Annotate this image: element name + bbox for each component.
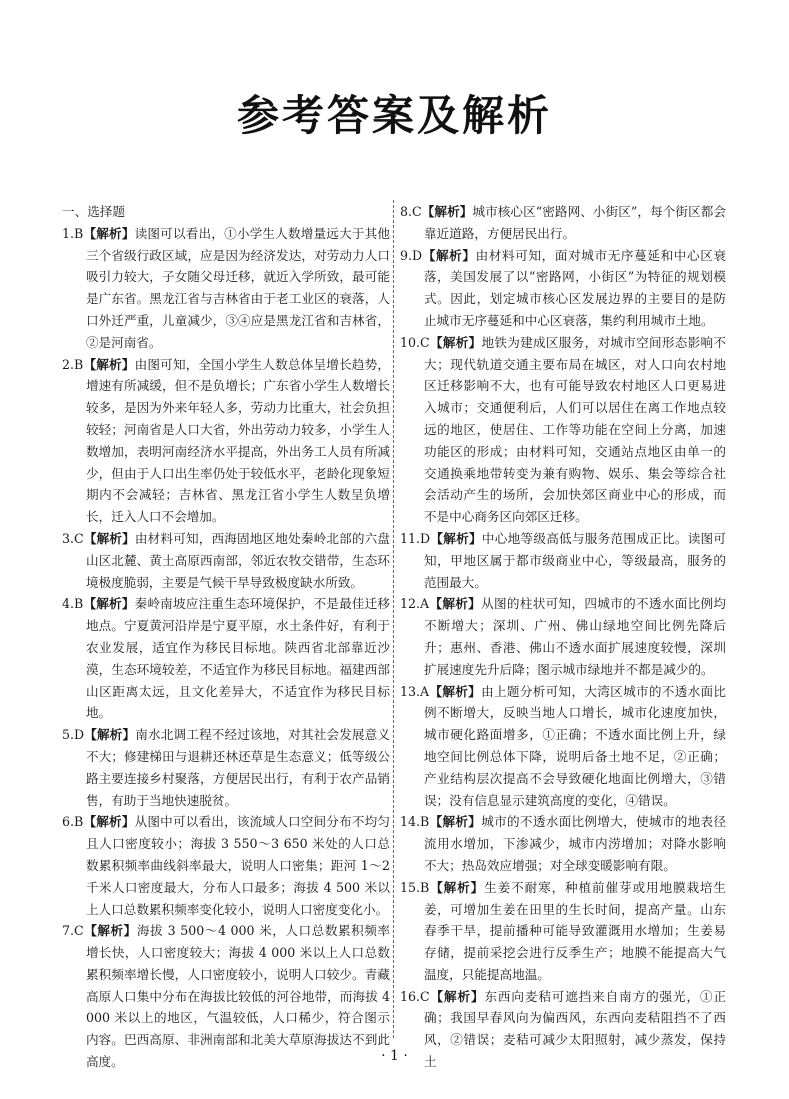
question-number: 12. (400, 596, 421, 612)
analysis-text: 从图中可以看出，该流域人口空间分布不均匀且人口密度较小；海拔 3 550～3 650 米处的人口总数累积频率曲线斜率最大，说明人口密集；距河 1～2 千米人口密度最大，分布人口最多；海拔 4 500 米以上人口总数累积频率变化较小，说明人口密度变化小。 (85, 814, 391, 917)
question-answer: B (74, 356, 84, 372)
question-answer: D (420, 530, 431, 546)
left-column (62, 201, 390, 1073)
analysis-text: 城市核心区“密路网、小街区”，每个街区都会靠近道路，方便居民出行。 (423, 204, 726, 241)
question-number: 1. (62, 225, 75, 241)
analysis-text: 读图可以看出，①小学生人数增量远大于其他三个省级行政区域，应是因为经济发达，对劳动力人口吸引力较大，子女随父母迁移，就近入学所致，最可能是广东省。黑龙江省与吉林省由于老工业区的衰落，人口外迁严重，儿童减少，③④应是黑龙江省和吉林省，②是河南省。 (85, 225, 391, 350)
analysis-text: 从图的柱状可知，四城市的不透水面比例均不断增大；深圳、广州、佛山绿地空间比例先降后升；惠州、香港、佛山不透水面扩展速度较慢，深圳扩展速度先升后降；图示城市绿地并不都是减少的。 (423, 596, 727, 677)
question-8 (400, 201, 726, 245)
analysis-tag: 【解析】 (429, 988, 485, 1004)
question-9 (400, 245, 726, 332)
analysis-tag: 【解析】 (429, 596, 482, 612)
section-label: 一、选择题 (62, 204, 125, 219)
question-answer: B (420, 879, 430, 895)
page-number: · 1 · (381, 1048, 408, 1064)
question-answer: C (412, 204, 422, 219)
analysis-text: 由图可知，全国小学生人数总体呈增长趋势，增速有所减缓，但不是负增长；广东省小学生人数增长较多，是因为外来年轻人多，劳动力比重大，社会负担较轻；河南省是人口大省，外出劳动力较多，小学生人数增加，表明河南经济水平提高，外出务工人员有所减少，但由于人口出生率仍处于较低水平，老龄化现象短期内不会减轻；吉林省、黑龙江省小学生人数呈负增长，迁入人口不会增加。 (85, 356, 391, 525)
question-answer: C (420, 988, 430, 1004)
analysis-text: 南水北调工程不经过该地，对其社会发展意义不大；修建梯田与退耕还林还草是生态意义；低等级公路主要连接乡村聚落，方便居民出行，有利于农产品销售，有助于当地快速脱贫。 (85, 727, 391, 808)
question-answer: A (420, 683, 430, 699)
question-10 (400, 332, 726, 528)
analysis-tag: 【解析】 (421, 204, 473, 219)
question-11 (400, 528, 726, 593)
question-answer: C (74, 530, 84, 546)
analysis-text: 海拔 3 500～4 000 米，人口总数累积频率增长快，人口密度较大；海拔 4 000 米以上人口总数累积频率增长慢，人口密度较小，说明人口较少。青藏高原人口集中分布在海拔比较低的河谷地带，而海拔 4 000 米以上的地区，气温较低，人口稀少，符合图示内容。巴西高原、非洲南部和北美大草原海拔达不到此高度。 (85, 923, 391, 1070)
question-3 (62, 528, 390, 593)
question-number: 2. (62, 356, 75, 372)
right-column (400, 201, 726, 1073)
column-divider (393, 200, 394, 1038)
analysis-text: 东西向麦秸可遮挡来自南方的强光，①正确；我国早春风向为偏西风，东西向麦秸阻挡不了西风，②错误；麦秸可减少太阳照射，减少蒸发，保持土 (423, 988, 727, 1070)
question-answer: B (420, 814, 430, 830)
analysis-tag: 【解析】 (83, 225, 135, 241)
question-number: 15. (400, 879, 421, 895)
question-answer: A (420, 596, 430, 612)
analysis-tag: 【解析】 (429, 879, 485, 895)
analysis-tag: 【解析】 (84, 727, 136, 743)
question-2 (62, 354, 390, 528)
question-answer: B (74, 814, 84, 830)
analysis-tag: 【解析】 (83, 596, 135, 612)
question-answer: D (74, 727, 85, 743)
question-answer: D (412, 247, 423, 263)
analysis-text: 生姜不耐寒，种植前催芽或用地膜栽培生姜，可增加生姜在田里的生长时间，提高产量。山东春季干旱，提前播种可能导致灌溉用水增加；生姜易存储，提前采挖会进行反季生产；地膜不能提高大气温度，只能提高地温。 (423, 879, 727, 982)
question-14 (400, 811, 726, 876)
question-number: 3. (62, 530, 75, 546)
question-answer: B (74, 596, 84, 612)
analysis-tag: 【解析】 (429, 334, 482, 350)
question-1 (62, 223, 390, 354)
question-number: 14. (400, 814, 421, 830)
question-number: 8. (400, 204, 413, 219)
question-6 (62, 811, 390, 920)
question-12 (400, 593, 726, 680)
analysis-text: 地铁为建成区服务，对城市空间形态影响不大；现代轨道交通主要布局在城区，对人口向农村地区迁移影响不大，也有可能导致农村地区人口更易进入城市；交通便利后，人们可以居住在离工作地点较远的地区，使居住、工作等功能在空间上分离，加速功能区的形成；由材料可知，交通站点地区由单一的交通换乘地带转变为兼有购物、娱乐、集会等综合社会活动产生的场所，会加快郊区商业中心的形成，而不是中心商务区向郊区迁移。 (423, 334, 727, 525)
question-number: 5. (62, 727, 75, 743)
analysis-text: 由上题分析可知，大湾区城市的不透水面比例不断增大，反映当地人口增长，城市化速度加快，城市硬化路面增多，①正确；不透水面比例上升，绿地空间比例总体下降，说明后备土地不足，②正确；产业结构层次提高不会导致硬化地面比例增大，③错误；没有信息显示建筑高度的变化，④错误。 (423, 683, 727, 808)
question-13 (400, 681, 726, 812)
analysis-tag: 【解析】 (422, 247, 476, 263)
question-answer: B (74, 225, 84, 241)
analysis-tag: 【解析】 (83, 923, 137, 939)
analysis-text: 秦岭南坡应注重生态环境保护，不是最佳迁移地点。宁夏黄河沿岸是宁夏平原，水土条件好，有利于农业发展，适宜作为移民目标地。陕西省北部靠近沙漠，生态环境较差，不适宜作为移民目标地。福建西部山区距离太远，且文化差异大，不适宜作为移民目标地。 (85, 596, 391, 721)
question-number: 10. (400, 334, 421, 350)
analysis-text: 中心地等级高低与服务范围成正比。读图可知，甲地区属于都市级商业中心，等级最高，服务的范围最大。 (423, 530, 727, 590)
question-number: 6. (62, 814, 75, 830)
question-5 (62, 724, 390, 811)
question-number: 9. (400, 247, 413, 263)
page-title: 参考答案及解析 (236, 91, 552, 140)
analysis-tag: 【解析】 (429, 814, 482, 830)
question-number: 4. (62, 596, 75, 612)
analysis-tag: 【解析】 (429, 683, 482, 699)
analysis-tag: 【解析】 (83, 530, 135, 546)
question-number: 7. (62, 923, 75, 939)
question-4 (62, 593, 390, 724)
question-answer: C (420, 334, 430, 350)
question-number: 13. (400, 683, 421, 699)
question-answer: C (74, 923, 84, 939)
analysis-tag: 【解析】 (83, 356, 135, 372)
question-number: 16. (400, 988, 421, 1004)
analysis-text: 由材料可知，面对城市无序蔓延和中心区衰落，美国发展了以“密路网，小街区”为特征的规划模式。因此，划定城市核心区发展边界的主要目的是防止城市无序蔓延和中心区衰落，集约利用城市土地。 (423, 247, 727, 328)
question-15 (400, 877, 726, 986)
analysis-tag: 【解析】 (83, 814, 135, 830)
question-number: 11. (400, 530, 421, 546)
analysis-tag: 【解析】 (430, 530, 482, 546)
analysis-text: 由材料可知，西海固地区地处秦岭北部的六盘山区北麓、黄土高原西南部，邻近农牧交错带，生态环境极度脆弱，主要是气候干旱导致极度缺水所致。 (85, 530, 391, 590)
analysis-text: 城市的不透水面比例增大，使城市的地表径流用水增加，下渗减少，城市内涝增加；对降水影响不大；热岛效应增强；对全球变暖影响有限。 (423, 814, 727, 873)
